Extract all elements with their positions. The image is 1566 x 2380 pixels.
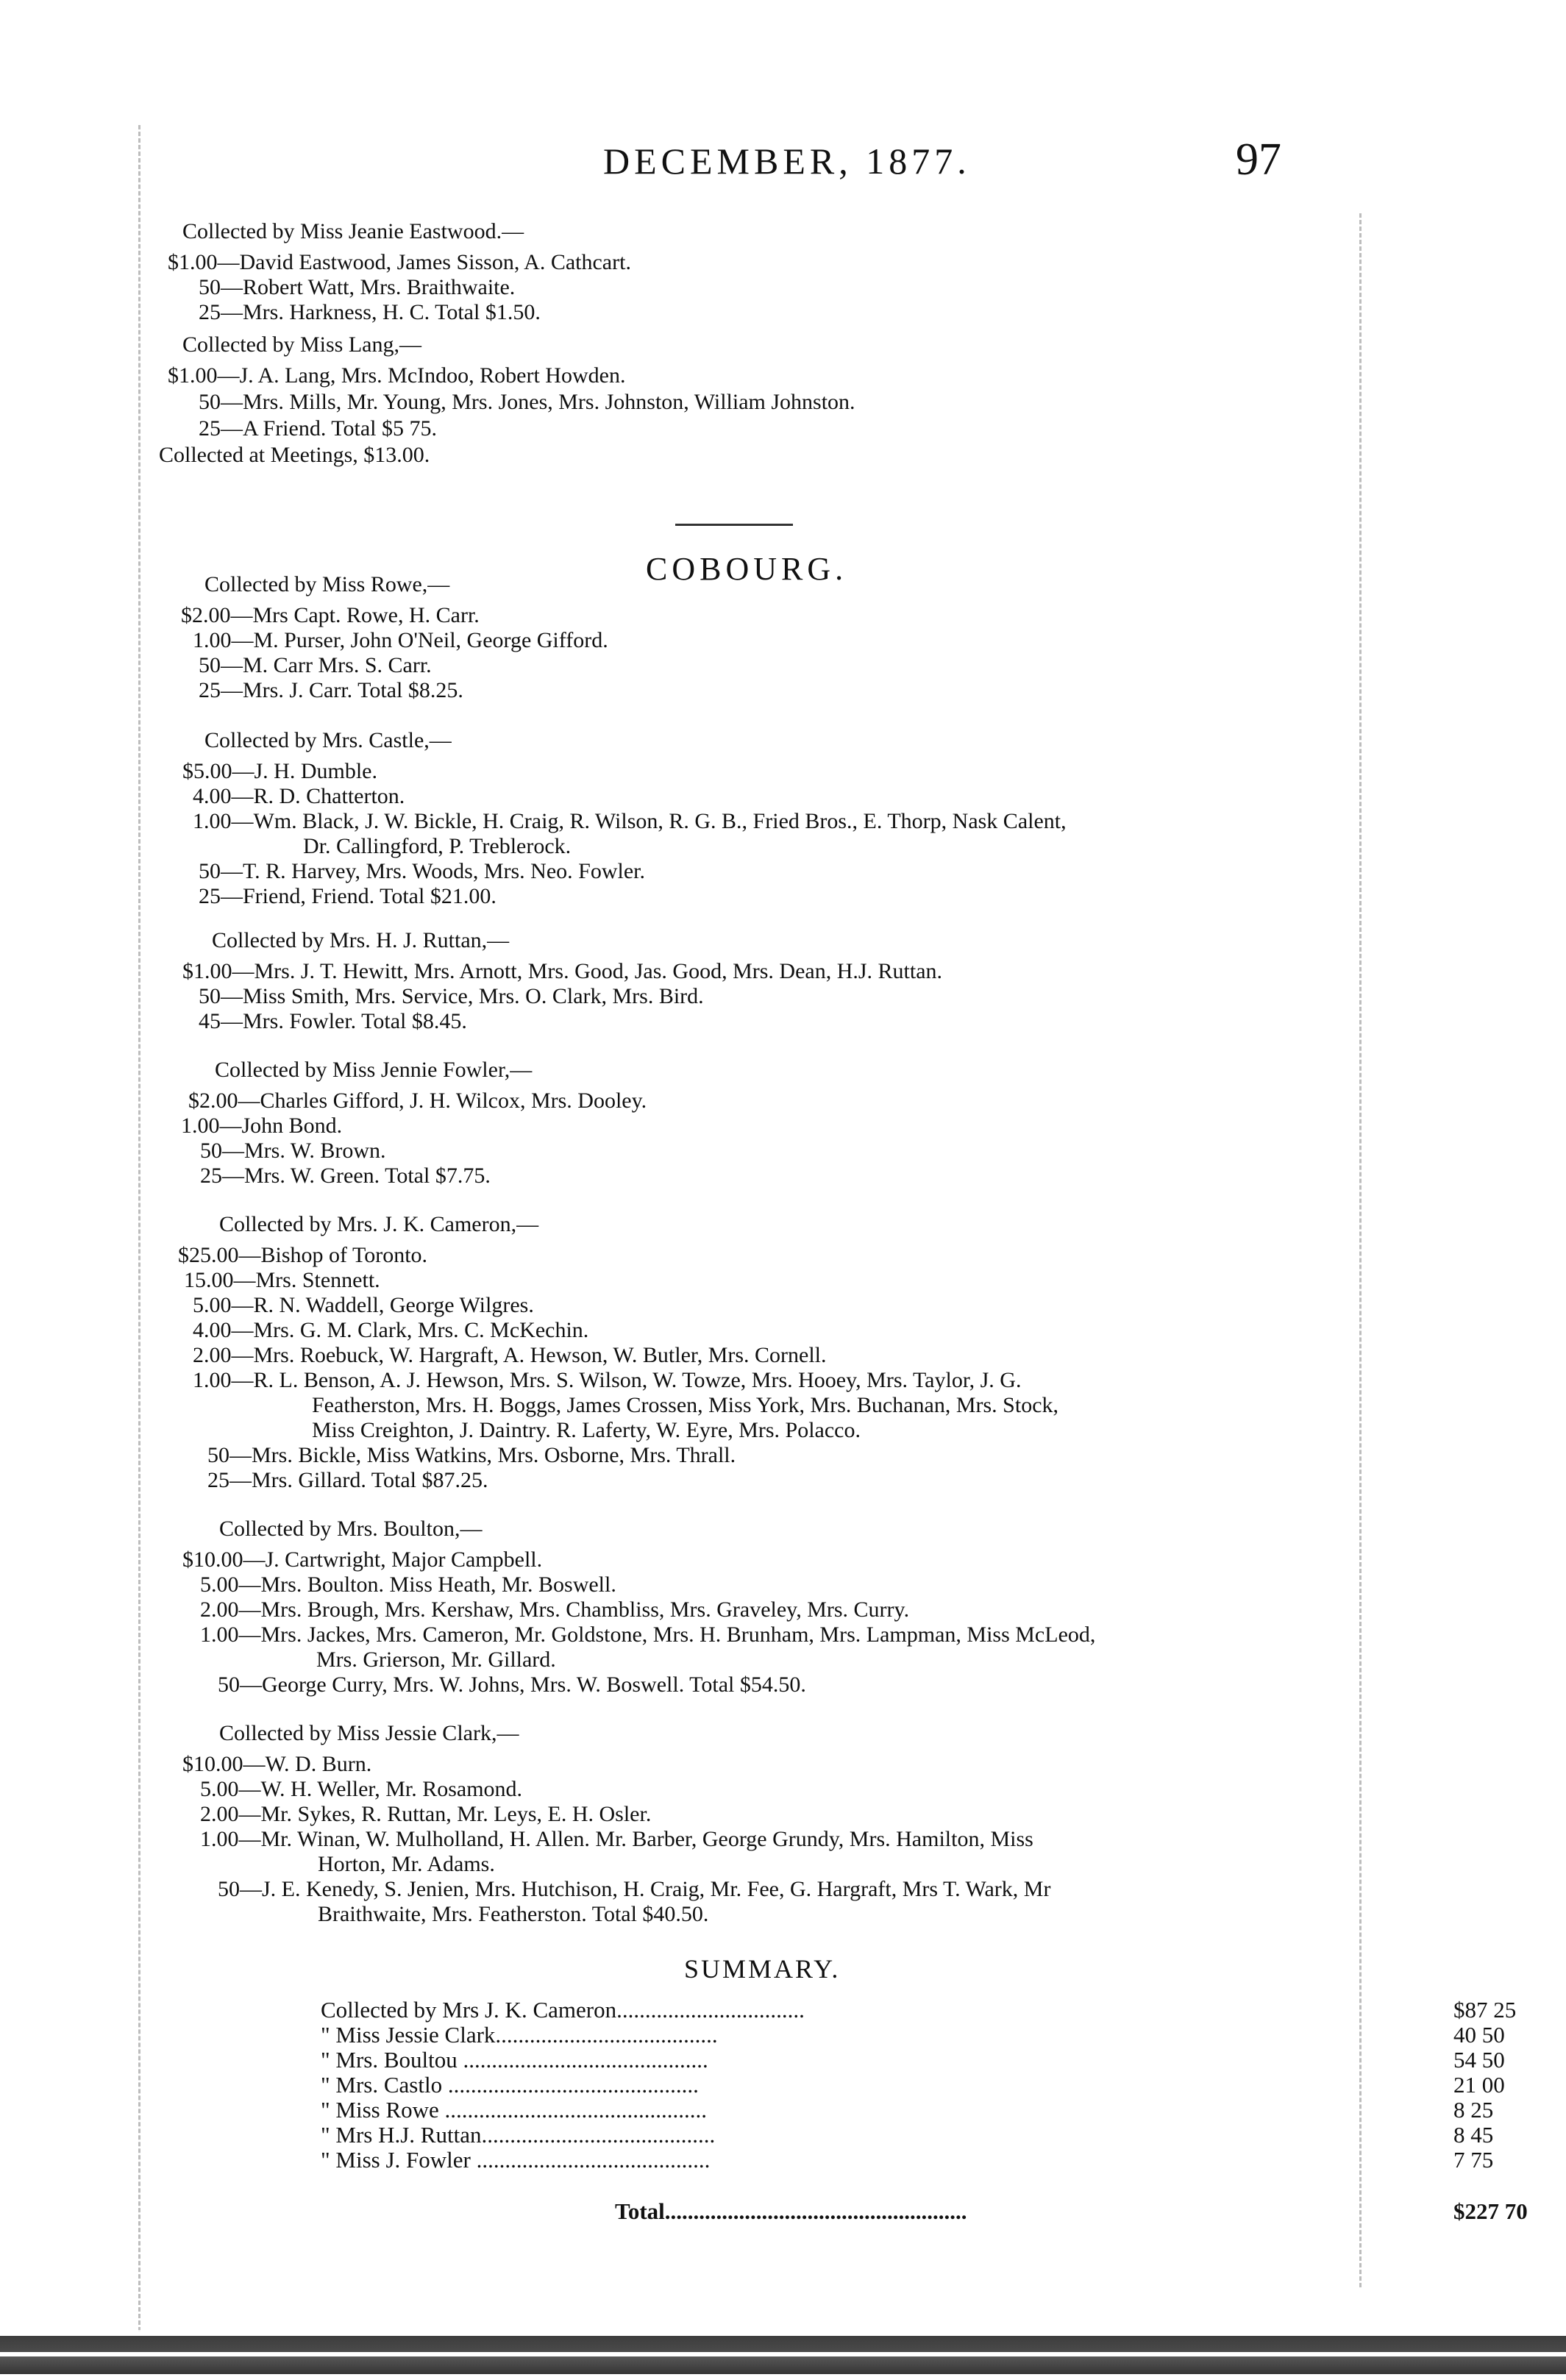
- donor-line: $1.00—Mrs. J. T. Hewitt, Mrs. Arnott, Mrs. Good, Jas. Good, Mrs. Dean, H.J. Ruttan.: [182, 959, 943, 983]
- section-heading: Collected by Mrs. Castle,—: [204, 728, 452, 752]
- donor-line-cont: Miss Creighton, J. Daintry. R. Laferty, W. Eyre, Mrs. Polacco.: [312, 1418, 861, 1442]
- summary-row: [321, 2072, 1505, 2098]
- summary-total-label: Total.....................................................: [615, 2198, 967, 2224]
- donor-line: $2.00—Charles Gifford, J. H. Wilcox, Mrs. Dooley.: [188, 1089, 647, 1113]
- donor-line: 25—Friend, Friend. Total $21.00.: [199, 884, 497, 908]
- summary-row: [321, 2022, 1505, 2048]
- summary-label: " Miss Rowe ..............................................: [321, 2097, 708, 2123]
- summary-amount: $87 25: [1453, 1997, 1517, 2023]
- donor-line-cont: Horton, Mr. Adams.: [318, 1852, 495, 1876]
- section-heading: Collected by Miss Jessie Clark,—: [219, 1721, 519, 1745]
- left-margin-rule: [138, 125, 143, 2331]
- donor-line: 5.00—W. H. Weller, Mr. Rosamond.: [200, 1777, 523, 1801]
- donor-line: Collected at Meetings, $13.00.: [159, 443, 430, 467]
- donor-line: 1.00—Mrs. Jackes, Mrs. Cameron, Mr. Goldstone, Mrs. H. Brunham, Mrs. Lampman, Miss McLeod,: [200, 1622, 1096, 1647]
- summary-label: " Miss J. Fowler .........................................: [321, 2147, 711, 2173]
- donor-line: 25—Mrs. W. Green. Total $7.75.: [200, 1164, 491, 1188]
- donor-line: 5.00—R. N. Waddell, George Wilgres.: [193, 1293, 534, 1317]
- donor-line: 25—Mrs. Gillard. Total $87.25.: [207, 1468, 488, 1492]
- donor-line: 4.00—Mrs. G. M. Clark, Mrs. C. McKechin.: [193, 1318, 589, 1342]
- donor-line: 50—J. E. Kenedy, S. Jenien, Mrs. Hutchison, H. Craig, Mr. Fee, G. Hargraft, Mrs T. Wark, Mr: [218, 1877, 1051, 1901]
- donor-line: 25—A Friend. Total $5 75.: [199, 416, 438, 441]
- summary-label: " Mrs. Boultou ...........................................: [321, 2047, 708, 2073]
- section-divider: [675, 524, 793, 526]
- donor-line: 2.00—Mr. Sykes, R. Ruttan, Mr. Leys, E. H. Osler.: [200, 1802, 652, 1826]
- donor-line-cont: Dr. Callingford, P. Treblerock.: [303, 834, 572, 858]
- summary-title: SUMMARY.: [684, 1954, 841, 1984]
- page-title: DECEMBER, 1877.: [603, 140, 971, 182]
- summary-label: " Miss Jessie Clark.......................................: [321, 2022, 718, 2048]
- donor-line: $10.00—J. Cartwright, Major Campbell.: [182, 1547, 543, 1572]
- donor-line: $5.00—J. H. Dumble.: [182, 759, 377, 783]
- summary-row: [321, 2047, 1505, 2073]
- summary-amount: 40 50: [1453, 2022, 1505, 2048]
- right-margin-rule: [1359, 213, 1364, 2287]
- summary-row: [321, 2147, 1494, 2173]
- donor-line: 50—Mrs. Bickle, Miss Watkins, Mrs. Osborne, Mrs. Thrall.: [207, 1443, 736, 1467]
- donor-line: 5.00—Mrs. Boulton. Miss Heath, Mr. Boswell.: [200, 1572, 616, 1597]
- donor-line: 25—Mrs. J. Carr. Total $8.25.: [199, 678, 463, 702]
- summary-total-row: [615, 2198, 1528, 2224]
- section-heading: Collected by Mrs. J. K. Cameron,—: [219, 1212, 539, 1236]
- section-heading: Collected by Mrs. Boulton,—: [219, 1517, 483, 1541]
- donor-line: 15.00—Mrs. Stennett.: [184, 1268, 380, 1292]
- donor-line: 50—Miss Smith, Mrs. Service, Mrs. O. Clark, Mrs. Bird.: [199, 984, 704, 1008]
- summary-label: " Mrs. Castlo ............................................: [321, 2072, 699, 2098]
- section-heading: Collected by Miss Jeanie Eastwood.—: [182, 219, 524, 243]
- donor-line: $1.00—J. A. Lang, Mrs. McIndoo, Robert Howden.: [168, 363, 626, 388]
- donor-line: $25.00—Bishop of Toronto.: [178, 1243, 428, 1267]
- section-heading: Collected by Mrs. H. J. Ruttan,—: [212, 928, 510, 952]
- donor-line: 2.00—Mrs. Roebuck, W. Hargraft, A. Hewson, W. Butler, Mrs. Cornell.: [193, 1343, 827, 1367]
- section-heading: Collected by Miss Lang,—: [182, 332, 421, 357]
- donor-line: 50—George Curry, Mrs. W. Johns, Mrs. W. Boswell. Total $54.50.: [218, 1672, 806, 1697]
- donor-line: 50—T. R. Harvey, Mrs. Woods, Mrs. Neo. Fowler.: [199, 859, 645, 883]
- page-header: [0, 135, 1566, 199]
- summary-total-amount: $227 70: [1453, 2198, 1528, 2224]
- donor-line: $2.00—Mrs Capt. Rowe, H. Carr.: [181, 603, 480, 627]
- donor-line: 50—Mrs. W. Brown.: [200, 1139, 386, 1163]
- section-heading: Collected by Miss Rowe,—: [204, 572, 450, 596]
- donor-line: 50—M. Carr Mrs. S. Carr.: [199, 653, 432, 677]
- donor-line: 1.00—Wm. Black, J. W. Bickle, H. Craig, R. Wilson, R. G. B., Fried Bros., E. Thorp, Nask Calent,: [193, 809, 1067, 833]
- donor-line: 45—Mrs. Fowler. Total $8.45.: [199, 1009, 467, 1033]
- donor-line-cont: Featherston, Mrs. H. Boggs, James Crossen, Miss York, Mrs. Buchanan, Mrs. Stock,: [312, 1393, 1059, 1417]
- section-heading: Collected by Miss Jennie Fowler,—: [215, 1058, 533, 1082]
- summary-amount: 8 25: [1453, 2097, 1494, 2123]
- summary-label: " Mrs H.J. Ruttan.........................................: [321, 2122, 716, 2148]
- donor-line: $10.00—W. D. Burn.: [182, 1752, 372, 1776]
- donor-line: 2.00—Mrs. Brough, Mrs. Kershaw, Mrs. Chambliss, Mrs. Graveley, Mrs. Curry.: [200, 1597, 910, 1622]
- donor-line: 1.00—John Bond.: [181, 1114, 343, 1138]
- page-number: 97: [1236, 135, 1281, 185]
- summary-label: Collected by Mrs J. K. Cameron.................................: [321, 1997, 805, 2023]
- donor-line-cont: Mrs. Grierson, Mr. Gillard.: [316, 1647, 556, 1672]
- city-heading: COBOURG.: [646, 551, 848, 587]
- donor-line: 1.00—M. Purser, John O'Neil, George Gifford.: [193, 628, 608, 652]
- donor-line-cont: Braithwaite, Mrs. Featherston. Total $40.50.: [318, 1902, 709, 1926]
- summary-amount: 7 75: [1453, 2147, 1494, 2173]
- donor-line: 25—Mrs. Harkness, H. C. Total $1.50.: [199, 300, 541, 324]
- summary-row: [321, 2122, 1494, 2148]
- summary-row: [321, 2097, 1494, 2123]
- scan-artifact-bar: [0, 2330, 1566, 2380]
- summary-amount: 54 50: [1453, 2047, 1505, 2073]
- donor-line: 1.00—R. L. Benson, A. J. Hewson, Mrs. S. Wilson, W. Towze, Mrs. Hooey, Mrs. Taylor, J. G.: [193, 1368, 1022, 1392]
- donor-line: 1.00—Mr. Winan, W. Mulholland, H. Allen. Mr. Barber, George Grundy, Mrs. Hamilton, Miss: [200, 1827, 1033, 1851]
- summary-row: [321, 1997, 1517, 2023]
- donor-line: $1.00—David Eastwood, James Sisson, A. Cathcart.: [168, 250, 631, 274]
- donor-line: 50—Robert Watt, Mrs. Braithwaite.: [199, 275, 516, 299]
- donor-line: 4.00—R. D. Chatterton.: [193, 784, 405, 808]
- summary-amount: 21 00: [1453, 2072, 1505, 2098]
- summary-amount: 8 45: [1453, 2122, 1494, 2148]
- donor-line: 50—Mrs. Mills, Mr. Young, Mrs. Jones, Mrs. Johnston, William Johnston.: [199, 390, 855, 414]
